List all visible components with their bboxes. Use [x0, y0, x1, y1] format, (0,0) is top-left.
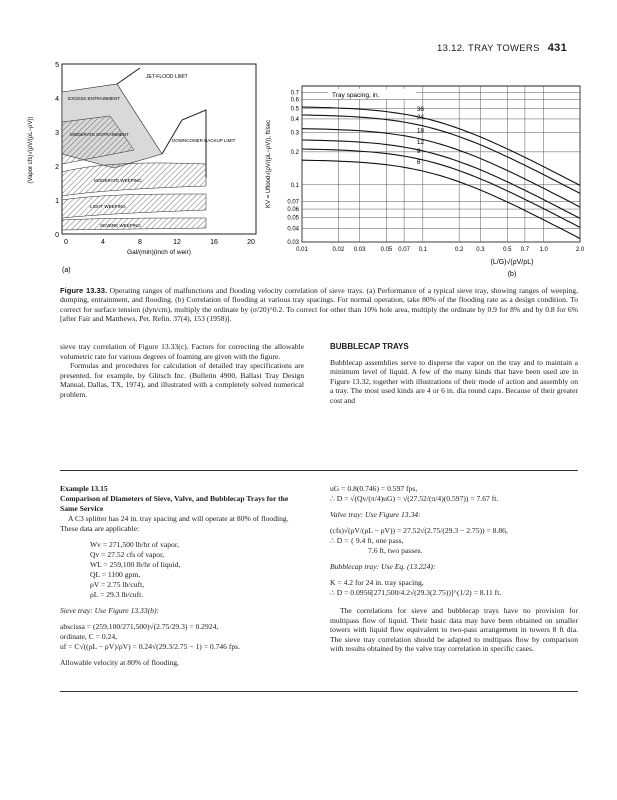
caption-text: Operating ranges of malfunctions and flooding velocity correlation of sieve trays. (a) Performance of a typical sieve tray, showing ranges of weeping, dumping, entrainment, and flooding. (b) Correlation of flooding at various tray spacings. For normal operation, take 80% of the flooding rate as a design condition. To correct for surface tension (dyn/cm), multiply the ordinate by (σ/20)^0.2. To correct for other than 10% hole area, multiply the ordinate by 0.9 for 8% and by 0.8 for 6% [after Fair and Matthews, Pet. Refin. 37(4), 153 (1958)]. [60, 286, 578, 324]
valve-heading: Valve tray: Use Figure 13.34: [330, 510, 421, 519]
a-xtick: 4 [101, 239, 105, 246]
a-ytick: 1 [55, 198, 59, 205]
figure-a [22, 58, 260, 280]
left-paragraph-1: sieve tray correlation of Figure 13.33(c). Factors for correcting the allowable volumetric rate for various degrees of foaming are given with the figure. [60, 342, 304, 361]
b-curve-label: 24 [416, 113, 425, 121]
b-ytick: 0.6 [290, 97, 299, 104]
valve-line: ∴ D = { 9.4 ft, one pass, [330, 536, 404, 545]
running-header [437, 42, 567, 54]
a-xtick: 20 [247, 239, 255, 246]
b-ytick: 0.2 [290, 149, 299, 156]
label-moderate-entrainment: MODERATE ENTRAINMENT [70, 132, 129, 137]
section-heading: BUBBLECAP TRAYS [330, 342, 409, 351]
b-legend-title: Tray spacing, in. [332, 92, 380, 99]
b-xtick: 0.2 [455, 247, 464, 253]
label-severe-weeping: SEVERE WEEPING [100, 223, 141, 228]
b-xtick: 0.1 [418, 247, 427, 253]
data-line: Qv = 27.52 cfs of vapor, [90, 550, 165, 559]
data-line: Wv = 271,500 lb/hr of vapor, [90, 540, 179, 549]
sieve-line: ordinate, C = 0.24, [60, 632, 118, 641]
a-ylabel: (Vapor cfs)√(ρV/(ρL−ρV)) [28, 116, 34, 184]
a-ytick: 4 [55, 96, 59, 103]
b-xtick: 1.0 [539, 247, 548, 253]
example-right [330, 484, 578, 654]
example-bottom-rule [60, 691, 578, 692]
a-xtick: 8 [138, 239, 142, 246]
label-excess-entrainment: EXCESS ENTRAINMENT [68, 96, 121, 101]
left-column [60, 342, 304, 400]
b-curve-label: 6 [416, 159, 421, 167]
b-ytick: 0.07 [287, 199, 299, 206]
data-line: QL = 1100 gpm, [90, 570, 141, 579]
b-ylabel: KV = Uflood√(ρV/(ρL−ρV)), ft/sec [266, 120, 272, 208]
bubblecap-line: ∴ D = 0.0956[271,500/4.2√(29.3(2.75))]^(1/2) = 8.11 ft. [330, 588, 502, 597]
left-paragraph-2: Formulas and procedures for calculation of detailed tray specifications are presented, for example, by Glitsch Inc. (Bulletin 4900, Ballast Tray Design Manual, Dallas, TX, 1974), and illustrated with a completely solved numerical problem. [60, 361, 304, 399]
b-curve [302, 115, 580, 193]
a-ytick: 5 [55, 62, 59, 69]
b-curve [302, 129, 580, 207]
b-curve-label: 9 [416, 147, 421, 155]
valve-line: 7.6 ft, two passes. [368, 546, 423, 555]
b-curve-label: 12 [416, 138, 425, 146]
b-xtick: 0.05 [380, 247, 393, 253]
b-xtick: 0.5 [503, 247, 512, 253]
label-downcomer: DOWNCOMER BACKUP LIMIT [172, 138, 236, 143]
b-xtick: 0.01 [296, 247, 308, 253]
data-line: ρL = 29.3 lb/cuft. [90, 590, 144, 599]
a-xtick: 12 [173, 239, 181, 246]
b-curve-label: 36 [416, 105, 425, 113]
b-xtick: 2.0 [575, 247, 584, 253]
section-title: 13.12. TRAY TOWERS [437, 43, 540, 54]
b-ytick: 0.4 [290, 116, 299, 123]
sieve-line: abscissa = (259,100/271,500)√(2.75/29.3) = 0.2924, [60, 622, 219, 631]
valve-line: (cfs)√(ρV/(ρL − ρV)) = 27.52√(2.75/(29.3 − 2.75)) = 8.86, [330, 526, 508, 535]
example-closing: The correlations for sieve and bubblecap trays have no provision for multipass flow of liquid. Their basic data may have been obtained on smaller towers with liquid flow equivalent to two-pass arrangement in towers 8 ft dia. The sieve tray correlation should be adapted to multipass flow by comparison with results obtained by the valve tray correlation in specific cases. [330, 606, 578, 654]
label-jet-flood: JET-FLOOD LIMIT [146, 74, 188, 80]
b-ytick: 0.5 [290, 106, 299, 113]
example-label: Example 13.15 [60, 484, 108, 493]
b-xtick: 0.3 [476, 247, 485, 253]
b-ytick: 0.03 [287, 240, 299, 246]
b-ytick: 0.05 [287, 215, 299, 222]
b-xtick: 0.7 [520, 247, 530, 253]
b-tag: (b) [507, 271, 517, 278]
a-ytick: 2 [55, 164, 59, 171]
b-ytick: 0.04 [287, 226, 299, 233]
curves-b [302, 106, 580, 239]
bubblecap-line: K = 4.2 for 24 in. tray spacing, [330, 578, 424, 587]
ug-line: uG = 0.8(0.746) = 0.597 fps, [330, 484, 418, 493]
b-ytick: 0.7 [290, 90, 299, 97]
caption-label: Figure 13.33. [60, 286, 108, 295]
b-xtick: 0.07 [398, 247, 410, 253]
a-xtick: 0 [64, 239, 68, 246]
figure-b [262, 82, 584, 280]
sieve-heading: Sieve tray: Use Figure 13.33(b): [60, 606, 160, 615]
a-xtick: 16 [210, 239, 218, 246]
a-ytick: 0 [55, 232, 59, 239]
example-title: Comparison of Diameters of Sieve, Valve, and Bubblecap Trays for the Same Service [60, 494, 289, 513]
a-tag: (a) [62, 267, 71, 274]
b-xtick: 0.03 [353, 247, 366, 253]
a-xlabel: Gal/(min)(inch of weir) [127, 249, 191, 256]
b-xlabel: (L/G)√(ρV/ρL) [490, 259, 534, 266]
b-ytick: 0.1 [290, 182, 299, 189]
right-paragraph-1: Bubblecap assemblies serve to disperse the vapor on the tray and to maintain a minimum level of liquid. A few of the many kinds that have been used are in Figure 13.32, together with illustrations of their mode of action and assembly on a tray. The most used kinds are 4 or 6 in. dia round caps. Because of their greater cost and [330, 357, 578, 405]
figure-caption [60, 286, 578, 324]
a-ytick: 3 [55, 130, 59, 137]
example-top-rule [60, 470, 578, 471]
example-left [60, 484, 304, 668]
b-curve [302, 149, 580, 227]
bubblecap-heading: Bubblecap tray: Use Eq. (13.224): [330, 562, 436, 571]
sieve-allowable: Allowable velocity at 80% of flooding, [60, 658, 179, 667]
sieve-line: uf = C√((ρL − ρV)/ρV) = 0.24√(29.3/2.75 − 1) = 0.746 fps. [60, 642, 241, 651]
light-weeping-region [62, 194, 206, 218]
example-intro: A C3 splitter has 24 in. tray spacing and will operate at 80% of flooding. These data are applicable: [60, 514, 289, 533]
b-curve-label: 18 [416, 127, 425, 135]
b-xtick: 0.02 [332, 247, 345, 253]
b-ytick: 0.06 [287, 207, 299, 214]
data-line: ρV = 2.75 lb/cuft, [90, 580, 145, 589]
label-light-weeping: LIGHT WEEPING [90, 204, 126, 209]
data-line: WL = 259,100 lb/hr of liquid, [90, 560, 181, 569]
diameter-line: ∴ D = √(Qv/(π/4)uG) = √(27.52/(π/4)(0.597)) = 7.67 ft. [330, 494, 499, 503]
right-column [330, 342, 578, 406]
page-number: 431 [547, 42, 567, 54]
b-ytick: 0.3 [290, 130, 299, 137]
label-moderate-weeping: MODERATE WEEPING [94, 178, 142, 183]
